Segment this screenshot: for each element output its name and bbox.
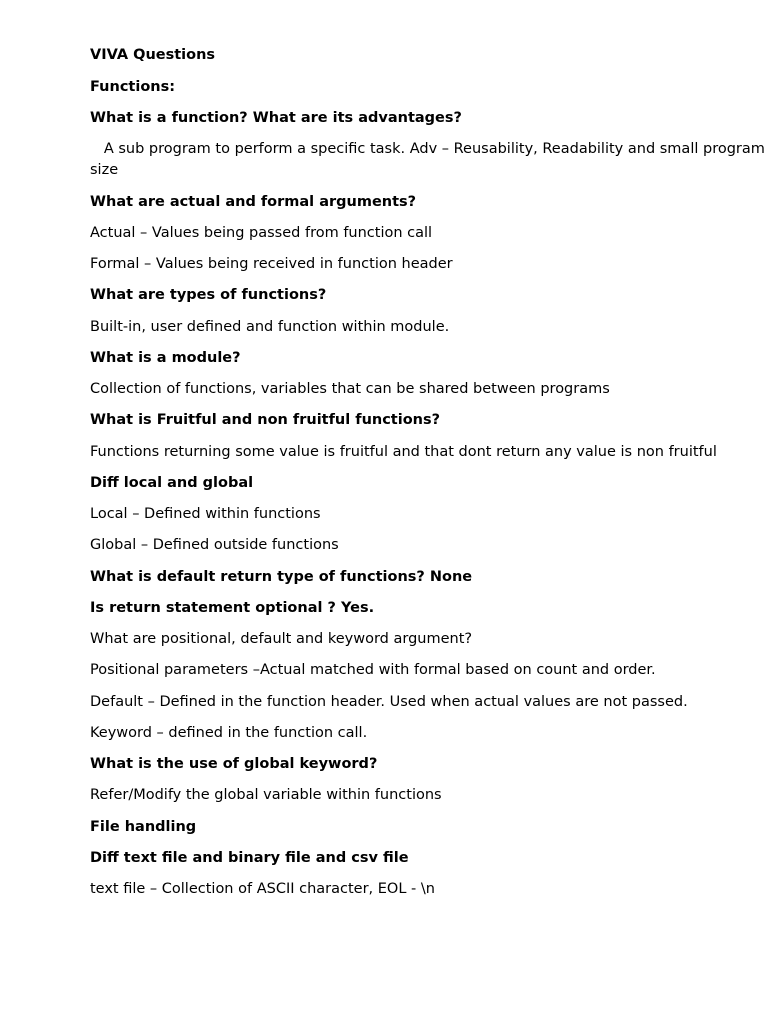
- question-file-types: Diff text file and binary file and csv file: [90, 850, 409, 866]
- section-heading-functions: Functions:: [90, 79, 176, 95]
- answer-fruitful-functions: Functions returning some value is fruitful and that dont return any value is non fruitful: [90, 444, 717, 460]
- question-function-types: What are types of functions?: [90, 287, 327, 303]
- question-module: What is a module?: [90, 350, 241, 366]
- answer-global-keyword: Refer/Modify the global variable within functions: [90, 787, 442, 803]
- answer-text-file: text file – Collection of ASCII character, EOL - \n: [90, 881, 435, 897]
- question-default-return-type: What is default return type of functions? None: [90, 569, 473, 585]
- question-fruitful-functions: What is Fruitful and non fruitful functions?: [90, 412, 441, 428]
- answer-function-definition-line2: size: [90, 162, 119, 178]
- answer-default-parameters: Default – Defined in the function header. Used when actual values are not passed.: [90, 694, 688, 710]
- answer-global: Global – Defined outside functions: [90, 537, 339, 553]
- answer-module: Collection of functions, variables that can be shared between programs: [90, 381, 610, 397]
- question-argument-kinds: What are positional, default and keyword argument?: [90, 631, 473, 647]
- question-actual-formal-arguments: What are actual and formal arguments?: [90, 194, 417, 210]
- question-return-optional: Is return statement optional ? Yes.: [90, 600, 375, 616]
- answer-keyword-parameters: Keyword – defined in the function call.: [90, 725, 368, 741]
- answer-actual-arguments: Actual – Values being passed from function call: [90, 225, 433, 241]
- document-title: VIVA Questions: [90, 47, 216, 63]
- answer-positional-parameters: Positional parameters –Actual matched with formal based on count and order.: [90, 662, 656, 678]
- question-local-global: Diff local and global: [90, 475, 254, 491]
- answer-local: Local – Defined within functions: [90, 506, 321, 522]
- section-heading-file-handling: File handling: [90, 819, 197, 835]
- question-global-keyword: What is the use of global keyword?: [90, 756, 378, 772]
- answer-function-definition-line1: A sub program to perform a specific task. Adv – Reusability, Readability and small program: [90, 141, 765, 157]
- answer-formal-arguments: Formal – Values being received in function header: [90, 256, 453, 272]
- question-function-definition: What is a function? What are its advantages?: [90, 110, 462, 126]
- answer-function-types: Built-in, user defined and function within module.: [90, 319, 450, 335]
